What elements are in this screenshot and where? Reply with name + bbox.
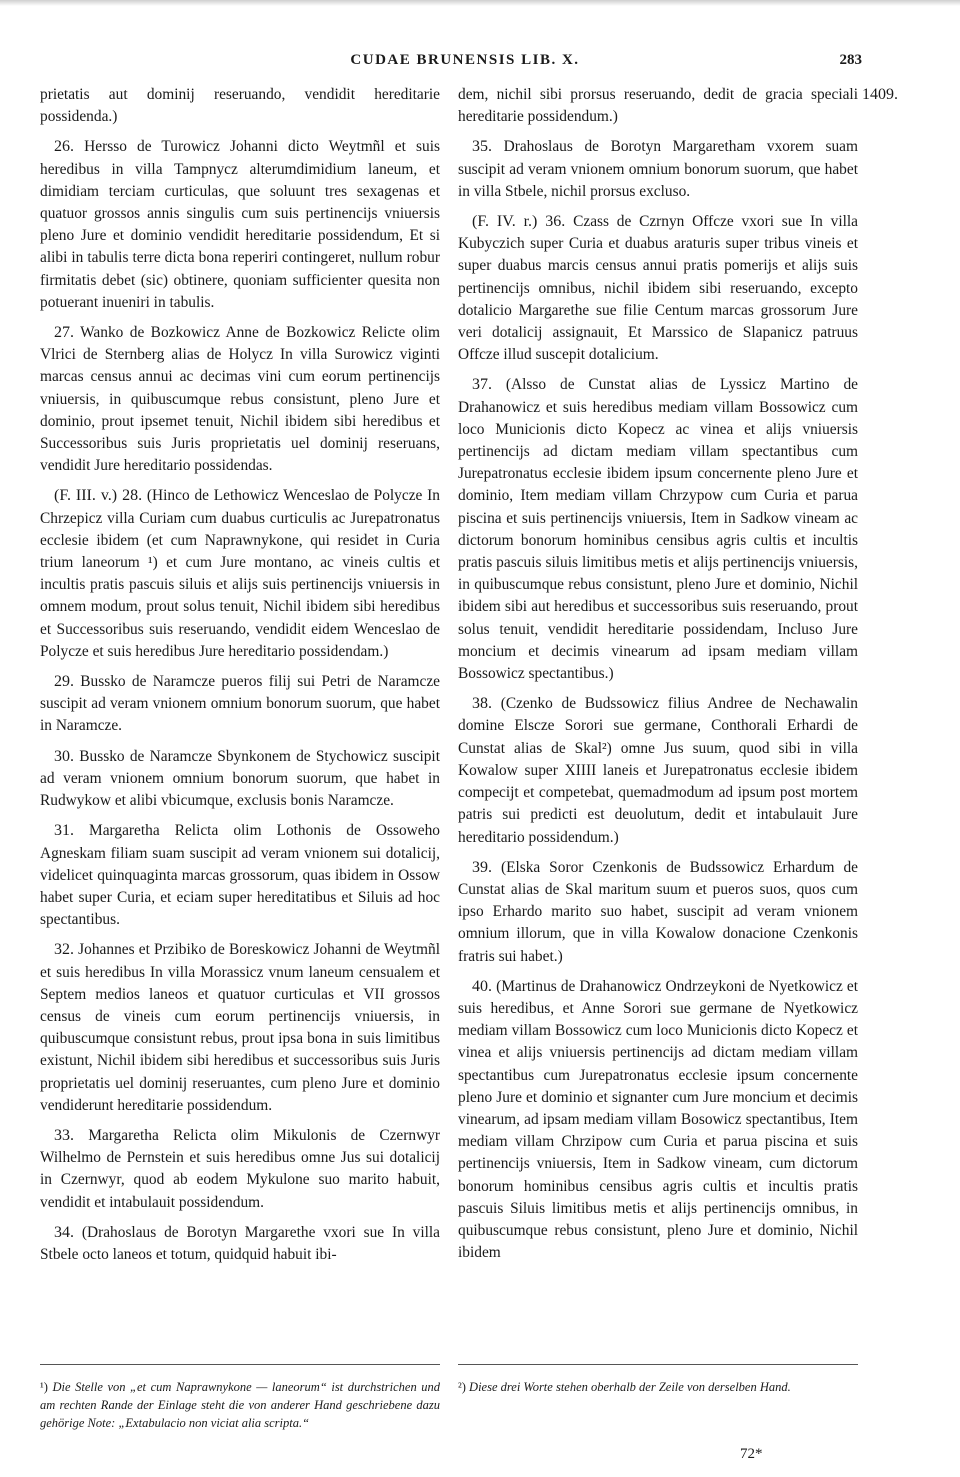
entry-paragraph <box>40 485 440 663</box>
footnote-text: Diese drei Worte stehen oberhalb der Zeile von derselben Hand. <box>469 1380 791 1394</box>
entry-text: Margaretha Relicta olim Mikulonis de Czernwyr Wilhelmo de Pernstein et suis heredibus omne Jus sui dotalicij in Czernwyr, quod ab eodem Mykulone suo marito habuit, vendidit et intabulauit possidendum. <box>40 1126 440 1211</box>
entry-text: Bussko de Naramcze Sbynkonem de Stychowicz suscipit ad veram vnionem omnium bonorum suorum, que habet in Rudwykow et alibi vbicumque, exclusis bonis Naramcze. <box>40 747 440 810</box>
entry-paragraph <box>458 976 858 1265</box>
footnote-divider-left <box>40 1364 440 1365</box>
entry-number: 27. <box>54 324 74 342</box>
entry-number: (F. III. v.) 28. <box>54 487 143 505</box>
entry-text: Margaretha Relicta olim Lothonis de Ossoweho Agneskam filiam suam suscipit ad veram vnionem sui dotalicij, videlicet quinquaginta marcas grossorum, quas ibidem in Ossow habet super Curia, et eciam super hereditatibus et Siluis ad hoc spectantibus. <box>40 822 440 929</box>
entry-paragraph <box>40 322 440 477</box>
margin-year: 1409. <box>862 86 898 103</box>
scan-edge <box>0 0 960 6</box>
entry-number: 34. <box>54 1223 74 1241</box>
entry-number: 29. <box>54 673 74 691</box>
footnote-right <box>458 1378 858 1396</box>
entry-paragraph <box>40 939 440 1117</box>
page-number: 283 <box>839 52 862 68</box>
footnote-marker: ²) <box>458 1380 466 1394</box>
entry-number: 30. <box>54 747 74 765</box>
entry-number: 37. <box>472 376 492 394</box>
entry-number: 26. <box>54 138 74 156</box>
entry-text: Czass de Czrnyn Offcze vxori sue In villa Kubyczich super Curia et duabus araturis super tribus vineis et super duabus marcis census annui pratis pomerijs et alijs suis pertinencijs omnibus, nichil ibidem sibi reseruando, excepto dotalicio Margarethe sue filie Centum marcas grossorum Jure veri dotalicij assignauit, Et Marssico de Slapanicz patruus Offcze illud suscepit dotalicium. <box>458 213 858 364</box>
footnote-divider-right <box>458 1364 858 1365</box>
entry-text: Wanko de Bozkowicz Anne de Bozkowicz Relicte olim Vlrici de Sternberg alias de Holycz In villa Surowicz viginti marcas census annui ac decimas vini cum eorum pertinencijs vniuersis, in quibuscumque rebus consistunt, pleno Jure et dominio, prout ipsemet tenuit, Nichil ibidem sibi heredibus et Successoribus suis Juris proprietatis uel dominij reseruans, vendidit Jure hereditario possidendas. <box>40 324 440 475</box>
entry-text: prietatis aut dominij reseruando, vendidit hereditarie possidenda.) <box>40 86 440 126</box>
entry-number: 31. <box>54 822 74 840</box>
entry-paragraph <box>40 1125 440 1214</box>
entry-text: (Elska Soror Czenkonis de Budssowicz Erhardum de Cunstat alias de Skal maritum suum et pueros suos, quos cum ipso Erhardo marito suo habet, suscipit ad veram vnionem omnium illorum, que in villa Kowalow donacione Czenkonis fratris sui habet.) <box>458 858 858 965</box>
footnote-text: Die Stelle von „et cum Naprawnykone — laneorum“ ist durchstrichen und am rechten Rande der Einlage steht die von anderer Hand geschriebene dazu gehörige Note: „Extabulacio non viciat alia scripta.“ <box>40 1380 441 1430</box>
header-title: CUDAE BRUNENSIS LIB. X. <box>350 52 580 68</box>
entry-paragraph <box>40 1222 440 1266</box>
entry-paragraph <box>458 693 858 848</box>
entry-text: Drahoslaus de Borotyn Margaretham vxorem suam suscipit ad veram vnionem omnium bonorum suorum, que habet in villa Stbele, nichil prorsus excluso. <box>458 138 858 200</box>
entry-paragraph <box>458 374 858 685</box>
entry-number: 32. <box>54 941 74 959</box>
footnote-left <box>40 1378 440 1432</box>
entry-number: 33. <box>54 1126 74 1144</box>
entry-text: Hersso de Turowicz Johanni dicto Weytmñl et suis heredibus in villa Tampnycz alterumdimidium laneum, et dimidiam terciam curticulas, que soluunt tres sexagenas et quatuor grossos annis singulis cum suis pertinencijs vniuersis pleno Jure et dominio vendidit hereditarie possidendum, Et si alibi in tabulis terre dicta bona reperiri contingeret, nullum robur firmitatis debet (sic) obtinere, quoniam sufficienter quesita non potuerant inueniri in tabulis. <box>40 138 440 311</box>
entry-paragraph <box>40 671 440 738</box>
entry-paragraph <box>458 211 858 366</box>
running-header <box>0 52 960 76</box>
entry-number: 38. <box>472 695 492 713</box>
entry-text: (Drahoslaus de Borotyn Margarethe vxori sue In villa Stbele octo laneos et totum, quidquid habuit ibi- <box>40 1223 440 1263</box>
entry-text: (Hinco de Lethowicz Wenceslao de Polycze In Chrzepicz villa Curiam cum duabus curticulis ac Jurepatronatus ecclesie ibidem (et cum Naprawnykone, qui residet in Curia trium laneorum ¹) et cum Jure montano, ac vineis cultis et incultis pratis pascuis siluis et alijs suis pertinencijs vniuersis in omnem modum, prout solus tenuit, Nichil ibidem sibi heredibus et Successoribus suis reseruando, vendidit eidem Wenceslao de Polycze et suis heredibus Jure hereditario possidendam.) <box>40 487 440 660</box>
entry-text: (Martinus de Drahanowicz Ondrzeykoni de Nyetkowicz et suis heredibus, et Anne Sorori sue germane de Nyetkowicz mediam villam Bossowicz cum loco Municionis dicto Kopecz et vinea et alijs vniuersis pertinencijs ad dictam mediam villam spectantibus cum Jurepatronatus ecclesie ipsum concernente pleno Jure et dominio et signanter cum Jure moncium et decimis vinearum, ad ipsam mediam villam Bosowicz spectantibus, Item mediam villam Chrzipow cum Curia et parua piscina et suis pertinencijs vniuersis, Item in Sadkow vineam, cum dictorum bonorum hominibus censibus agris cultis et incultis pratis pascuis Siluis limitibus metis et alijs pertinencijs omnibus, in quibuscumque rebus consistunt, pleno Jure et dominio, Nichil ibidem <box>458 977 858 1262</box>
signature-mark: 72* <box>740 1446 763 1462</box>
entry-paragraph <box>458 857 858 968</box>
footnote-marker: ¹) <box>40 1380 48 1394</box>
entry-number: 39. <box>472 858 492 876</box>
entry-number: (F. IV. r.) 36. <box>472 213 566 231</box>
entry-paragraph <box>458 136 858 203</box>
entry-paragraph <box>40 84 440 128</box>
entry-paragraph <box>40 136 440 314</box>
entry-paragraph <box>458 84 858 128</box>
entry-text: Bussko de Naramcze pueros filij sui Petri de Naramcze suscipit ad veram vnionem omnium bonorum suorum, que habet in Naramcze. <box>40 673 440 735</box>
entry-text: dem, nichil sibi prorsus reseruando, dedit de gracia speciali hereditarie possidendum.) <box>458 86 858 126</box>
entry-text: (Czenko de Budssowicz filius Andree de Nechawalin domine Elscze Sorori sue germane, Conthorali Erhardi de Cunstat alias de Skal²) omne Jus suum, quod sibi in villa Kowalow super XIIII laneis et Jurepatronatus ecclesie ibidem compecijt et competebat, quemadmodum ad ipsum post mortem patris sui predicti est deuolutum, dedit et intabulauit Jure hereditario possidendum.) <box>458 695 858 846</box>
entry-number: 40. <box>472 977 492 995</box>
entry-paragraph <box>40 746 440 813</box>
entry-text: Johannes et Przibiko de Boreskowicz Johanni de Weytmñl et suis heredibus In villa Morassicz vnum laneum censualem et Septem medios laneos et quatuor curticulas et VII grossos census de vineis cum eorum pertinencijs vniuersis, in quibuscumque consistunt rebus, prout ipsa bona in suis limitibus existunt, Nichil ibidem sibi heredibus et successoribus suis Juris proprietatis uel dominij reseruantes, cum pleno Jure et dominio vendiderunt hereditarie possidendum. <box>40 941 440 1114</box>
entry-text: (Alsso de Cunstat alias de Lyssicz Martino de Drahanowicz et suis heredibus mediam villam Bossowicz cum loco Municionis dicto Kopecz ac vinea et alijs vniuersis pertinencijs ad dictam mediam villam spectantibus cum Jurepatronatus ecclesie ibidem ipsum concernente pleno Jure et dominio, Item mediam villam Chrzypow cum Curia et parua piscina et suis pertinencijs vniuersis, Item in Sadkow vineam ac dictorum bonorum hominibus censibus agris cultis et incultis pratis pascuis siluis limitibus metis et alijs pertinencijs vniuersis, in quibuscumque rebus consistunt, pleno Jure et dominio, Nichil ibidem sibi aut heredibus et successoribus suis reseruando, prout solus tenuit, vendidit hereditarie possidendam, Incluso Jure moncium et decimis vinearum ad ipsam mediam villam Bossowicz spectantibus.) <box>458 376 858 683</box>
entry-paragraph <box>40 820 440 931</box>
left-column <box>40 84 440 1274</box>
entry-number: 35. <box>472 138 492 156</box>
right-column <box>458 84 858 1272</box>
